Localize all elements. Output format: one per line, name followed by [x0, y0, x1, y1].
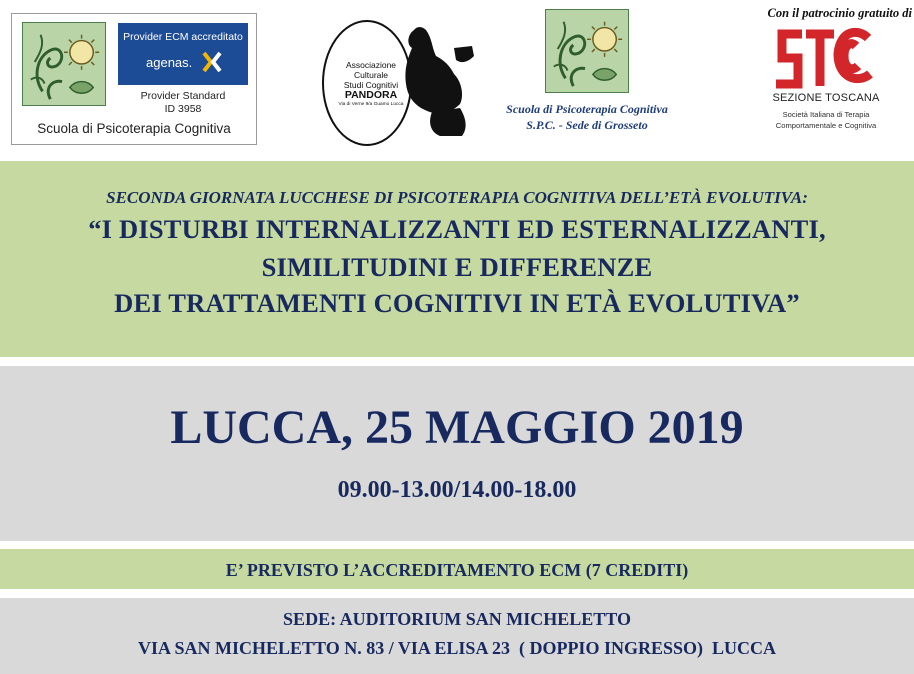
pandora-name: PANDORA: [344, 89, 398, 101]
sitcc-sub-line: Società Italiana di Terapia: [782, 110, 870, 119]
ecm-accreditation: E’ PREVISTO L’ACCREDITAMENTO ECM (7 CREDITI): [225, 560, 689, 580]
event-title-line-3: DEI TRATTAMENTI COGNITIVI IN ETÀ EVOLUTIVA”: [114, 288, 800, 318]
provider-standard-text: [118, 90, 248, 115]
provider-line: Provider Standard: [140, 90, 226, 102]
pandora-line: Culturale: [353, 70, 389, 80]
spc-grosseto-emblem-icon: [545, 9, 629, 93]
pandora-caption: [325, 60, 417, 110]
spc-emblem-icon: [22, 22, 106, 106]
event-subtitle: SECONDA GIORNATA LUCCHESE DI PSICOTERAPIA COGNITIVA DELL’ETÀ EVOLUTIVA:: [106, 188, 808, 207]
agenas-badge: [118, 23, 248, 85]
school-name: Scuola di Psicoterapia Cognitiva: [37, 121, 231, 136]
provider-id: ID 3958: [164, 102, 202, 115]
venue-address: VIA SAN MICHELETTO N. 83 / VIA ELISA 23 ( DOPPIO INGRESSO) LUCCA: [138, 638, 776, 658]
spc-grosseto-caption: [480, 101, 694, 133]
grosseto-site: S.P.C. - Sede di Grosseto: [526, 118, 648, 132]
event-title-line-1: “I DISTURBI INTERNALIZZANTI ED ESTERNALIZZANTI,: [88, 214, 826, 244]
event-title-line-2: SIMILITUDINI E DIFFERENZE: [261, 252, 653, 282]
sitcc-logo-icon: [772, 24, 880, 94]
agenas-mark-icon: [202, 51, 222, 73]
sitcc-subtitle: [762, 109, 890, 131]
venue-name: SEDE: AUDITORIUM SAN MICHELETTO: [283, 609, 631, 629]
pandora-address: Via di Verne 9/a Guamo Lucca: [338, 102, 404, 107]
pandora-line: Associazione: [345, 60, 397, 70]
agenas-brand-text: agenas.: [146, 55, 193, 70]
agenas-top-text: Provider ECM accreditato: [123, 31, 243, 43]
event-date: LUCCA, 25 MAGGIO 2019: [170, 401, 744, 454]
sitcc-sub-line: Comportamentale e Cognitiva: [775, 121, 877, 130]
spc-provider-logo: [11, 13, 257, 145]
pandora-line: Studi Cognitivi: [343, 80, 399, 90]
sitcc-section: SEZIONE TOSCANA: [772, 92, 880, 104]
patrocinio-text: Con il patrocinio gratuito di: [767, 6, 912, 20]
event-hours: 09.00-13.00/14.00-18.00: [337, 477, 577, 503]
grosseto-school-name: Scuola di Psicoterapia Cognitiva: [506, 102, 668, 116]
